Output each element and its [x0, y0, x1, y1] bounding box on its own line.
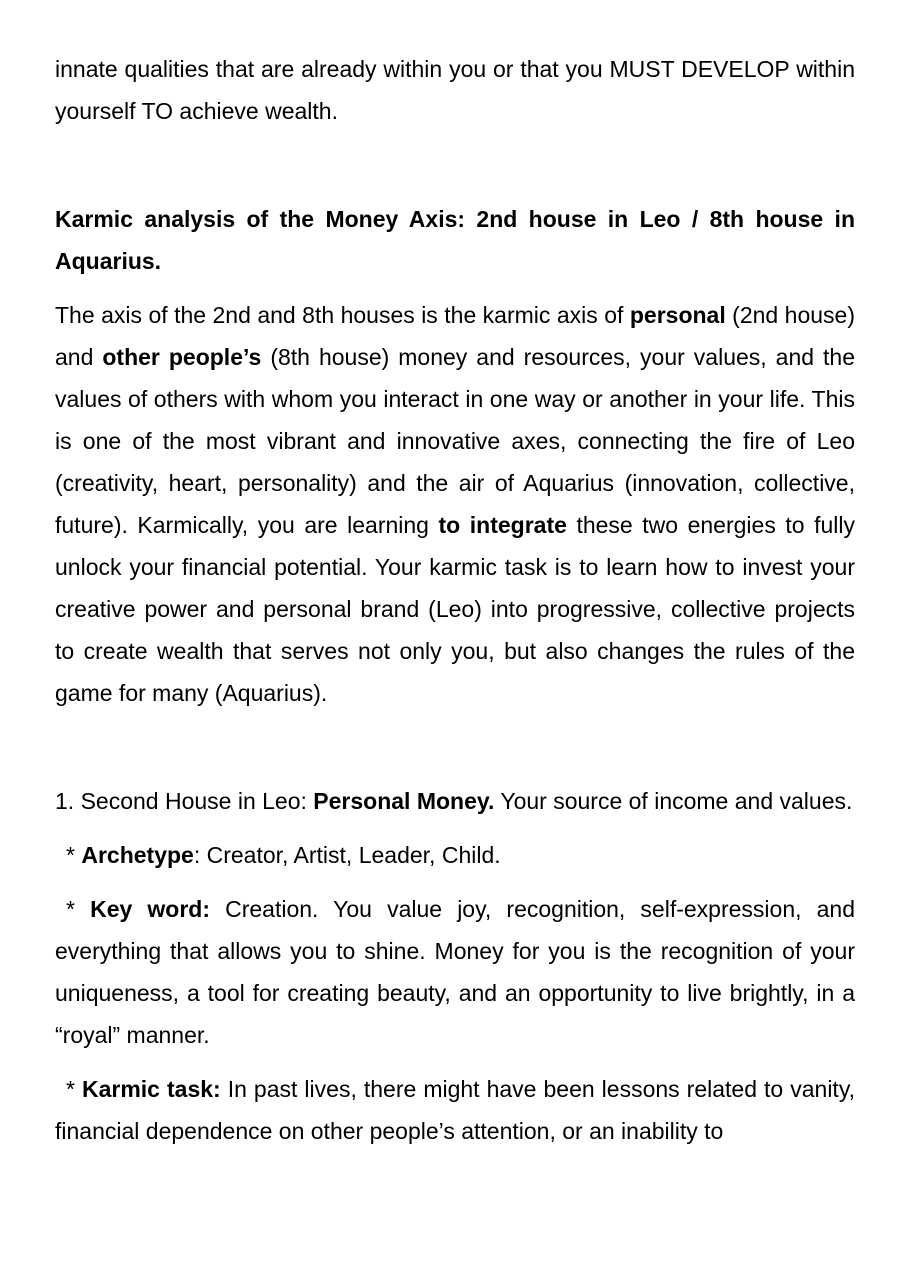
key-word-text: Creation. You value joy, recognition, self-expression, and everything that allows you to shine. Money for you is the recognition of your uniqueness, a tool for creating beauty, and an opportunity to live brightly, in a “royal” manner. — [55, 896, 856, 1048]
second-house-text-1: 1. Second House in Leo: — [55, 788, 314, 814]
karmic-task-prefix: * — [66, 1076, 82, 1102]
axis-text-4: these two energies to fully unlock your financial potential. Your karmic task is to learn how to invest your creative power and personal brand (Leo) into progressive, collective projects to create wealth that serves not only you, but also changes the rules of the game for many (Aquarius). — [55, 512, 855, 706]
second-house-text-2: Your source of income and values. — [494, 788, 853, 814]
second-house-item — [55, 780, 855, 822]
second-house-bold: Personal Money. — [313, 788, 495, 814]
key-word-label: Key word: — [90, 896, 210, 922]
document-page — [55, 48, 855, 1152]
karmic-task-bullet — [55, 1068, 855, 1152]
axis-bold-other-peoples: other people’s — [102, 344, 262, 370]
axis-bold-to-integrate: to integrate — [438, 512, 567, 538]
section-heading — [55, 198, 855, 282]
key-word-prefix: * — [66, 896, 91, 922]
axis-text-2: (2nd house) and — [55, 302, 855, 370]
axis-text-1: The axis of the 2nd and 8th houses is the karmic axis of — [55, 302, 630, 328]
karmic-task-text: In past lives, there might have been lessons related to vanity, financial dependence on other people’s attention, or an inability to — [55, 1076, 856, 1144]
archetype-bullet — [55, 834, 855, 876]
axis-bold-personal: personal — [629, 302, 726, 328]
axis-paragraph — [55, 294, 855, 714]
key-word-bullet — [55, 888, 855, 1056]
intro-text: innate qualities that are already within you or that you MUST DEVELOP within yourself TO achieve wealth. — [55, 56, 855, 124]
axis-text-3: (8th house) money and resources, your values, and the values of others with whom you interact in one way or another in your life. This is one of the most vibrant and innovative axes, connecting the fire of Leo (creativity, heart, personality) and the air of Aquarius (innovation, collective, future). Karmically, you are learning — [55, 344, 856, 538]
heading-text: Karmic analysis of the Money Axis: 2nd house in Leo / 8th house in Aquarius. — [55, 206, 855, 274]
karmic-task-label: Karmic task: — [81, 1076, 221, 1102]
archetype-prefix: * — [66, 842, 82, 868]
intro-paragraph — [55, 48, 855, 132]
archetype-text: : Creator, Artist, Leader, Child. — [193, 842, 501, 868]
archetype-label: Archetype — [81, 842, 194, 868]
